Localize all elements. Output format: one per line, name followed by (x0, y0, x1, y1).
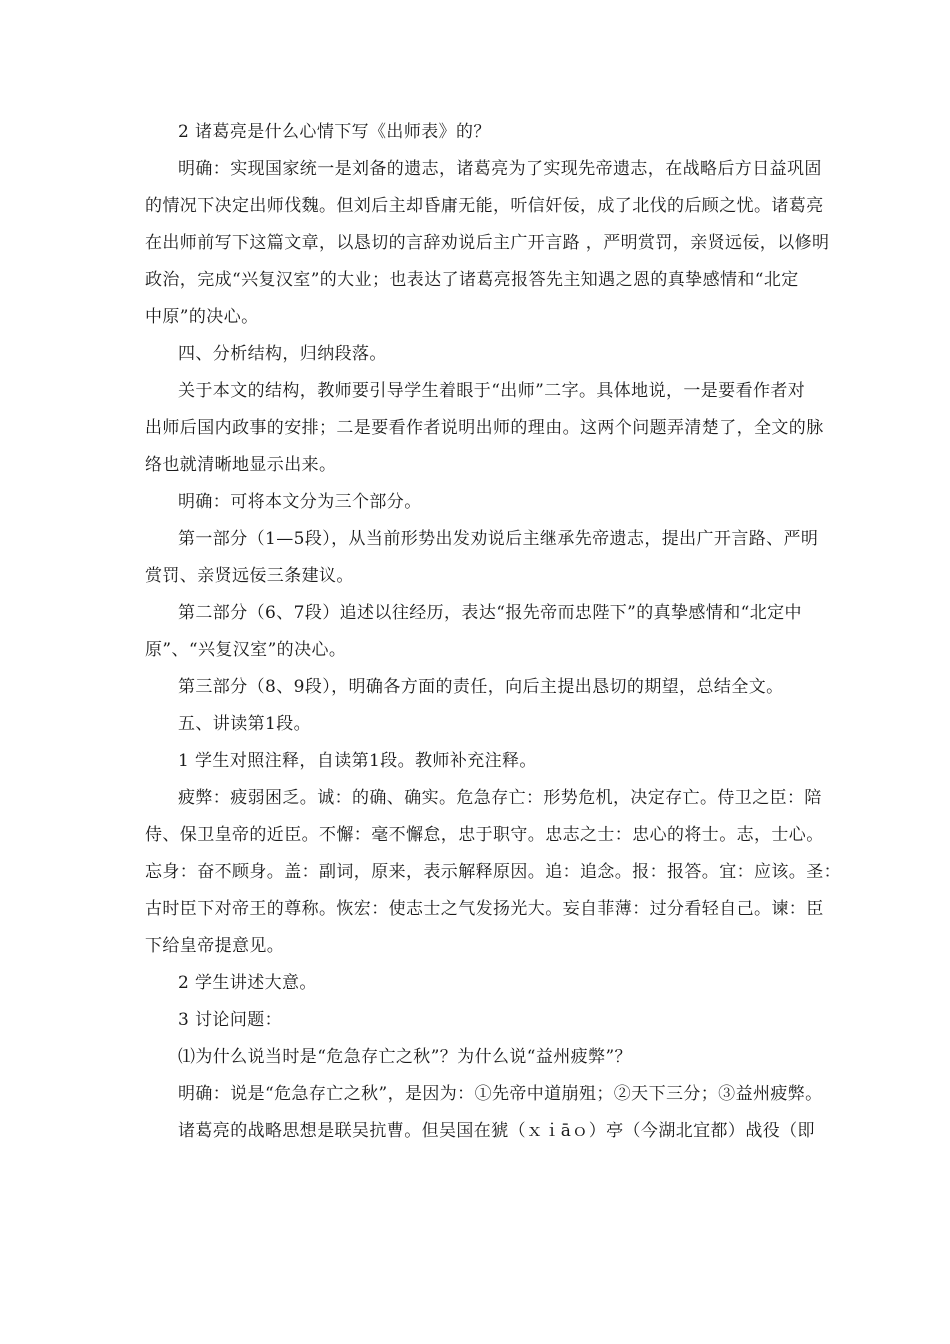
text-line: 络也就清晰地显示出来。 (145, 455, 337, 475)
text-line: 明确：实现国家统一是刘备的遗志，诸葛亮为了实现先帝遗志，在战略后方日益巩固 (178, 159, 822, 179)
text-line: 古时臣下对帝王的尊称。恢宏：使志士之气发扬光大。妄自菲薄：过分看轻自己。谏：臣 (145, 899, 824, 919)
text-line: 赏罚、亲贤远佞三条建议。 (145, 566, 354, 586)
text-line: 关于本文的结构，教师要引导学生着眼于“出师”二字。具体地说，一是要看作者对 (178, 381, 806, 401)
text-line: 2 诸葛亮是什么心情下写《出师表》的？ (178, 122, 491, 142)
text-line: 的情况下决定出师伐魏。但刘后主却昏庸无能，听信奸佞，成了北伐的后顾之忧。诸葛亮 (145, 196, 824, 216)
text-line: 第三部分（8、9段），明确各方面的责任，向后主提出恳切的期望，总结全文。 (178, 677, 784, 697)
text-line: 明确：说是“危急存亡之秋”，是因为：①先帝中道崩殂；②天下三分；③益州疲弊。 (178, 1084, 823, 1104)
text-line: 明确：可将本文分为三个部分。 (178, 492, 422, 512)
text-line: 出师后国内政事的安排；二是要看作者说明出师的理由。这两个问题弄清楚了，全文的脉 (145, 418, 824, 438)
text-line: 疲弊：疲弱困乏。诚：的确、确实。危急存亡：形势危机，决定存亡。侍卫之臣：陪 (178, 788, 822, 808)
text-line: 3 讨论问题： (178, 1010, 283, 1030)
text-line: 2 学生讲述大意。 (178, 973, 317, 993)
text-line: 第一部分（1—5段），从当前形势出发劝说后主继承先帝遗志，提出广开言路、严明 (178, 529, 819, 549)
text-line: ⑴为什么说当时是“危急存亡之秋”？为什么说“益州疲弊”？ (178, 1047, 632, 1067)
text-line: 原”、“兴复汉室”的决心。 (145, 640, 347, 660)
text-line: 1 学生对照注释，自读第1段。教师补充注释。 (178, 751, 537, 771)
text-line: 下给皇帝提意见。 (145, 936, 285, 956)
text-line: 中原”的决心。 (145, 307, 259, 327)
section-heading: 五、讲读第1段。 (178, 714, 312, 734)
text-line: 侍、保卫皇帝的近臣。不懈：毫不懈怠，忠于职守。忠志之士：忠心的将士。志，士心。 (145, 825, 824, 845)
section-heading: 四、分析结构，归纳段落。 (178, 344, 387, 364)
text-line: 在出师前写下这篇文章，以恳切的言辞劝说后主广开言路 ，严明赏罚，亲贤远佞，以修明 (145, 233, 830, 253)
text-line: 诸葛亮的战略思想是联吴抗曹。但吴国在猇（ｘｉāｏ）亭（今湖北宜都）战役（即 (178, 1121, 815, 1141)
text-line: 第二部分（6、7段）追述以往经历，表达“报先帝而忠陛下”的真挚感情和“北定中 (178, 603, 802, 623)
text-line: 忘身：奋不顾身。盖：副词，原来，表示解释原因。追：追念。报：报答。宜：应该。圣： (145, 862, 841, 882)
text-line: 政治，完成“兴复汉室”的大业；也表达了诸葛亮报答先主知遇之恩的真挚感情和“北定 (145, 270, 799, 290)
